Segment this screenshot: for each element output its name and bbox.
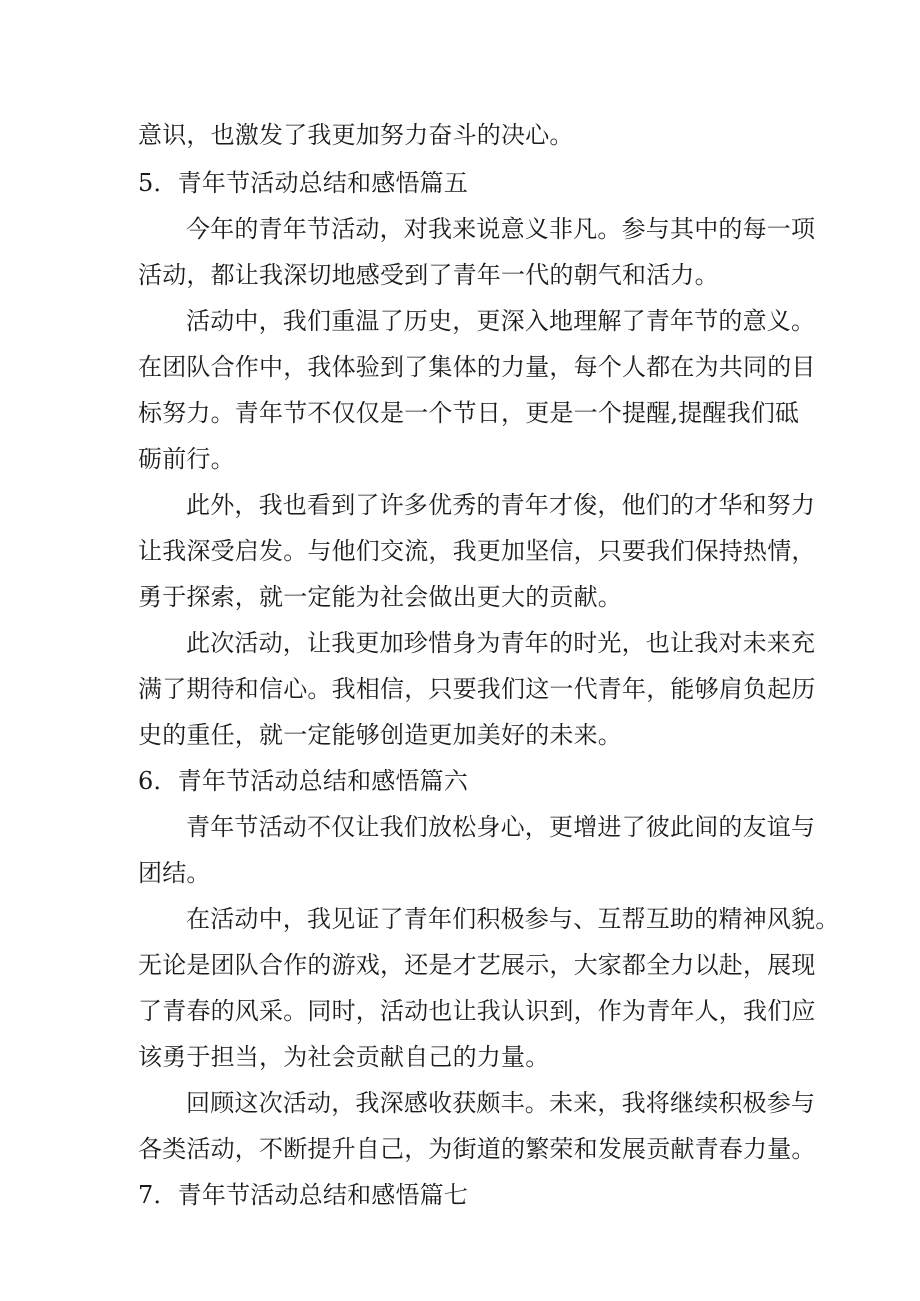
- paragraph-line: 在活动中，我见证了青年们积极参与、互帮互助的精神风貌。: [186, 905, 840, 933]
- text-line: 史的重任，就一定能够创造更加美好的未来。: [138, 721, 622, 749]
- text-line: 团结。: [138, 859, 211, 887]
- text-line: 砺前行。: [138, 445, 235, 473]
- paragraph-line: 回顾这次活动，我深感收获颇丰。未来，我将继续积极参与: [186, 1089, 816, 1117]
- paragraph-line: 此外，我也看到了许多优秀的青年才俊，他们的才华和努力: [186, 491, 816, 519]
- text-line: 在团队合作中，我体验到了集体的力量，每个人都在为共同的目: [138, 353, 816, 381]
- text-line: 勇于探索，就一定能为社会做出更大的贡献。: [138, 583, 622, 611]
- text-line: 各类活动，不断提升自己，为街道的繁荣和发展贡献青春力量。: [138, 1135, 816, 1163]
- text-line: 满了期待和信心。我相信，只要我们这一代青年，能够肩负起历: [138, 675, 816, 703]
- text-line: 无论是团队合作的游戏，还是才艺展示，大家都全力以赴，展现: [138, 951, 816, 979]
- paragraph-line: 今年的青年节活动，对我来说意义非凡。参与其中的每一项: [186, 215, 816, 243]
- section-heading: 6．青年节活动总结和感悟篇六: [138, 767, 469, 795]
- paragraph-line: 此次活动，让我更加珍惜身为青年的时光，也让我对未来充: [186, 629, 816, 657]
- paragraph-line: 活动中，我们重温了历史，更深入地理解了青年节的意义。: [186, 307, 816, 335]
- text-line: 标努力。青年节不仅仅是一个节日，更是一个提醒,提醒我们砥: [138, 399, 800, 427]
- text-line: 了青春的风采。同时，活动也让我认识到，作为青年人，我们应: [138, 997, 816, 1025]
- section-heading: 7．青年节活动总结和感悟篇七: [138, 1181, 469, 1209]
- text-line: 活动，都让我深切地感受到了青年一代的朝气和活力。: [138, 261, 719, 289]
- text-line: 意识，也激发了我更加努力奋斗的决心。: [138, 121, 574, 149]
- text-line: 该勇于担当，为社会贡献自己的力量。: [138, 1043, 550, 1071]
- section-heading: 5．青年节活动总结和感悟篇五: [138, 169, 469, 197]
- paragraph-line: 青年节活动不仅让我们放松身心，更增进了彼此间的友谊与: [186, 813, 816, 841]
- text-line: 让我深受启发。与他们交流，我更加坚信，只要我们保持热情，: [138, 537, 816, 565]
